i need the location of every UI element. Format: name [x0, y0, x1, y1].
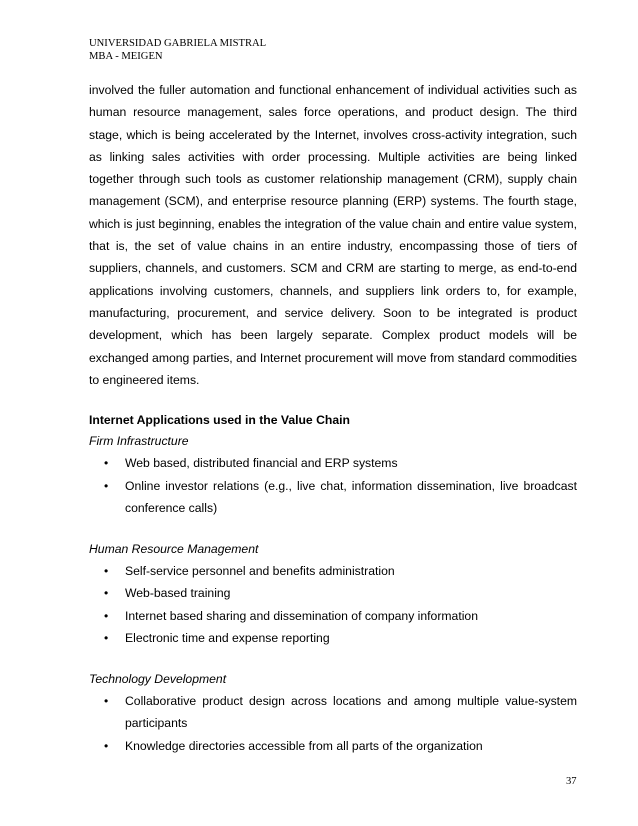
list-item [89, 627, 577, 650]
subheading-technology-development: Technology Development [89, 671, 227, 686]
bullet-icon: • [104, 608, 109, 623]
running-header [89, 37, 266, 63]
list-item-text: Internet based sharing and dissemination of company information [125, 608, 478, 623]
body-paragraph: involved the fuller automation and functional enhancement of individual activities such as human resource management, sales force operations, and product design. The third stage, which is being accelerated by the Internet, involves cross-activity integration, such as linking sales activities with order processing. Multiple activities are being linked together through such tools as customer relationship management (CRM), supply chain management (SCM), and enterprise resource planning (ERP) systems. The fourth stage, which is just beginning, enables the integration of the value chain and entire value system, that is, the set of value chains in an entire industry, encompassing those of tiers of suppliers, channels, and customers. SCM and CRM are starting to merge, as end-to-end applications involving customers, channels, and suppliers link orders to, for example, manufacturing, procurement, and service delivery. Soon to be integrated is product development, which has been largely separate. Complex product models will be exchanged among parties, and Internet procurement will move from standard commodities to engineered items. [89, 83, 577, 387]
list-item-text: Knowledge directories accessible from all parts of the organization [125, 738, 483, 753]
bullet-icon: • [104, 586, 109, 601]
list-item-text: Web based, distributed financial and ERP systems [125, 456, 398, 471]
bullet-icon: • [104, 478, 109, 493]
page-content [89, 79, 577, 757]
bullet-icon: • [104, 456, 109, 471]
section-title: Internet Applications used in the Value Chain [89, 413, 350, 428]
group-human-resource-management [89, 539, 577, 650]
subheading-firm-infrastructure: Firm Infrastructure [89, 434, 189, 449]
header-university: UNIVERSIDAD GABRIELA MISTRAL [89, 38, 267, 49]
list-item-text: Collaborative product design across locations and among multiple value-system participants [125, 693, 577, 731]
group-firm-infrastructure [89, 431, 577, 520]
list-item-text: Self-service personnel and benefits administration [125, 563, 395, 578]
list-item [89, 560, 577, 583]
header-program: MBA - MEIGEN [89, 51, 163, 62]
list-item [89, 690, 577, 735]
list-item [89, 475, 577, 520]
group-technology-development [89, 669, 577, 758]
bullet-list [89, 690, 577, 758]
list-item [89, 735, 577, 758]
bullet-list [89, 452, 577, 520]
list-item [89, 452, 577, 475]
bullet-icon: • [104, 693, 109, 708]
list-item-text: Online investor relations (e.g., live chat, information dissemination, live broadcast conference calls) [125, 478, 577, 516]
page-number: 37 [566, 776, 577, 787]
bullet-icon: • [104, 738, 109, 753]
list-item [89, 605, 577, 628]
bullet-icon: • [104, 631, 109, 646]
bullet-list [89, 560, 577, 650]
bullet-icon: • [104, 563, 109, 578]
list-item [89, 582, 577, 605]
subheading-human-resource-management: Human Resource Management [89, 541, 259, 556]
list-item-text: Electronic time and expense reporting [125, 631, 330, 646]
list-item-text: Web-based training [125, 586, 231, 601]
